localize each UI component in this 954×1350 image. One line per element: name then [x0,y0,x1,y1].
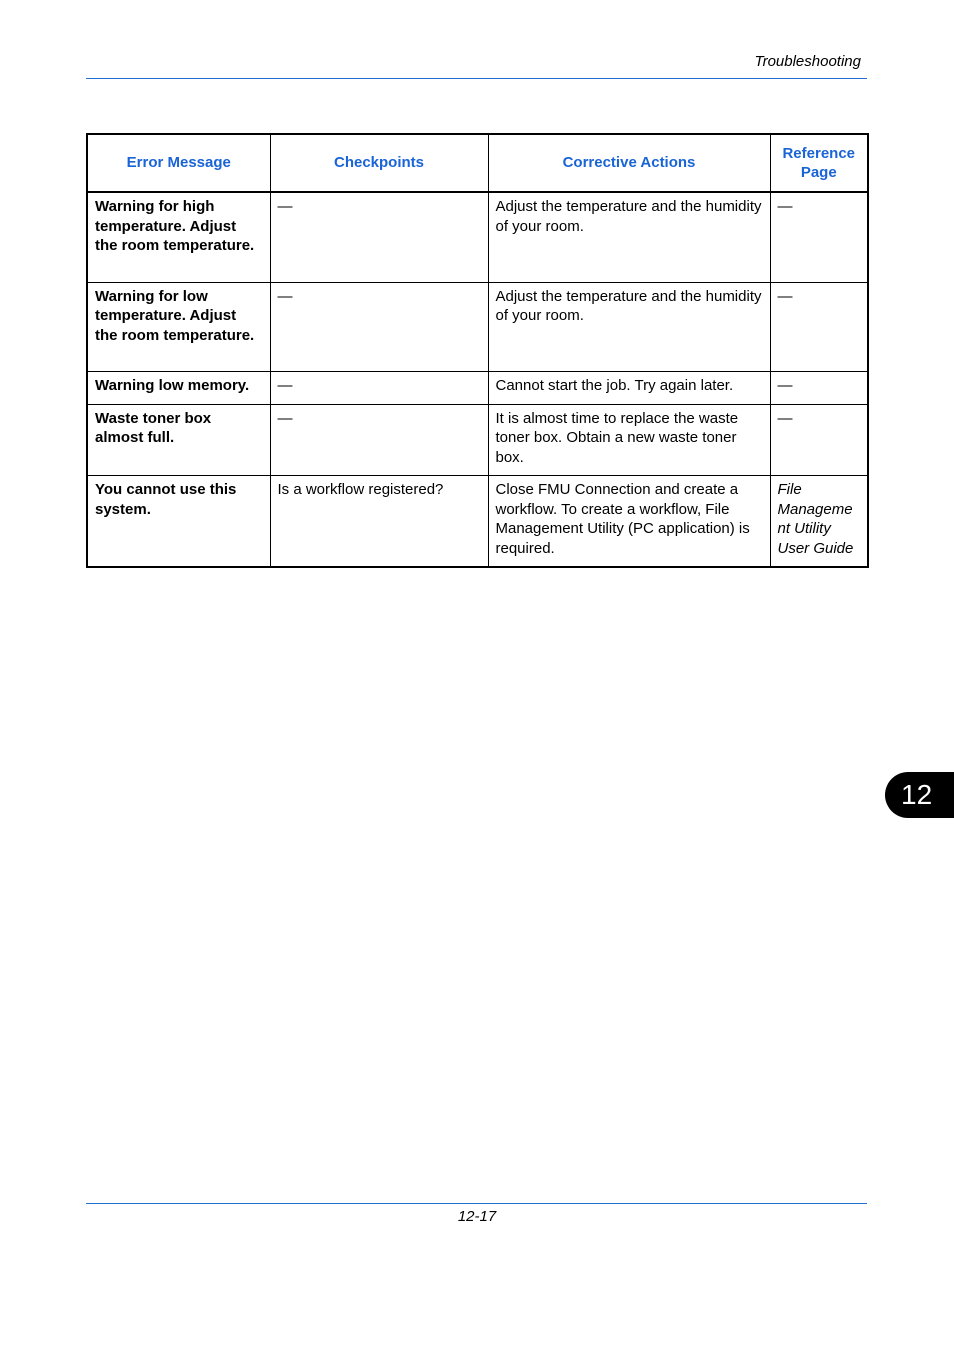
corrective-action-cell: Cannot start the job. Try again later. [488,371,770,404]
table-row [87,282,868,371]
checkpoint-cell: Is a workflow registered? [270,476,488,568]
corrective-action-cell: Adjust the temperature and the humidity of your room. [488,192,770,282]
checkpoint-cell: — [270,404,488,476]
column-header-reference-page: Reference Page [770,134,868,192]
chapter-number: 12 [901,779,933,810]
error-message-cell: Waste toner box almost full. [87,404,270,476]
reference-cell: — [770,192,868,282]
header-rule [86,78,867,79]
column-header-checkpoints: Checkpoints [270,134,488,192]
column-header-error-message: Error Message [87,134,270,192]
column-header-corrective-actions: Corrective Actions [488,134,770,192]
table-row [87,476,868,568]
table-header-row [87,134,868,192]
table-row [87,404,868,476]
chapter-tab [885,772,954,818]
footer-rule [86,1203,867,1204]
reference-cell: — [770,404,868,476]
table-row [87,192,868,282]
checkpoint-cell: — [270,282,488,371]
error-message-cell: You cannot use this system. [87,476,270,568]
reference-cell: — [770,371,868,404]
error-message-cell: Warning for low temperature. Adjust the room temperature. [87,282,270,371]
error-message-cell: Warning low memory. [87,371,270,404]
table-row [87,371,868,404]
corrective-action-cell: Close FMU Connection and create a workflow. To create a workflow, File Management Utility (PC application) is required. [488,476,770,568]
corrective-action-cell: Adjust the temperature and the humidity of your room. [488,282,770,371]
page-number: 12-17 [457,1208,497,1225]
running-header-title: Troubleshooting [754,53,861,70]
checkpoint-cell: — [270,192,488,282]
error-message-cell: Warning for high temperature. Adjust the room temperature. [87,192,270,282]
checkpoint-cell: — [270,371,488,404]
troubleshooting-table [86,133,869,568]
reference-cell: File Manageme nt Utility User Guide [770,476,868,568]
corrective-action-cell: It is almost time to replace the waste toner box. Obtain a new waste toner box. [488,404,770,476]
reference-cell: — [770,282,868,371]
